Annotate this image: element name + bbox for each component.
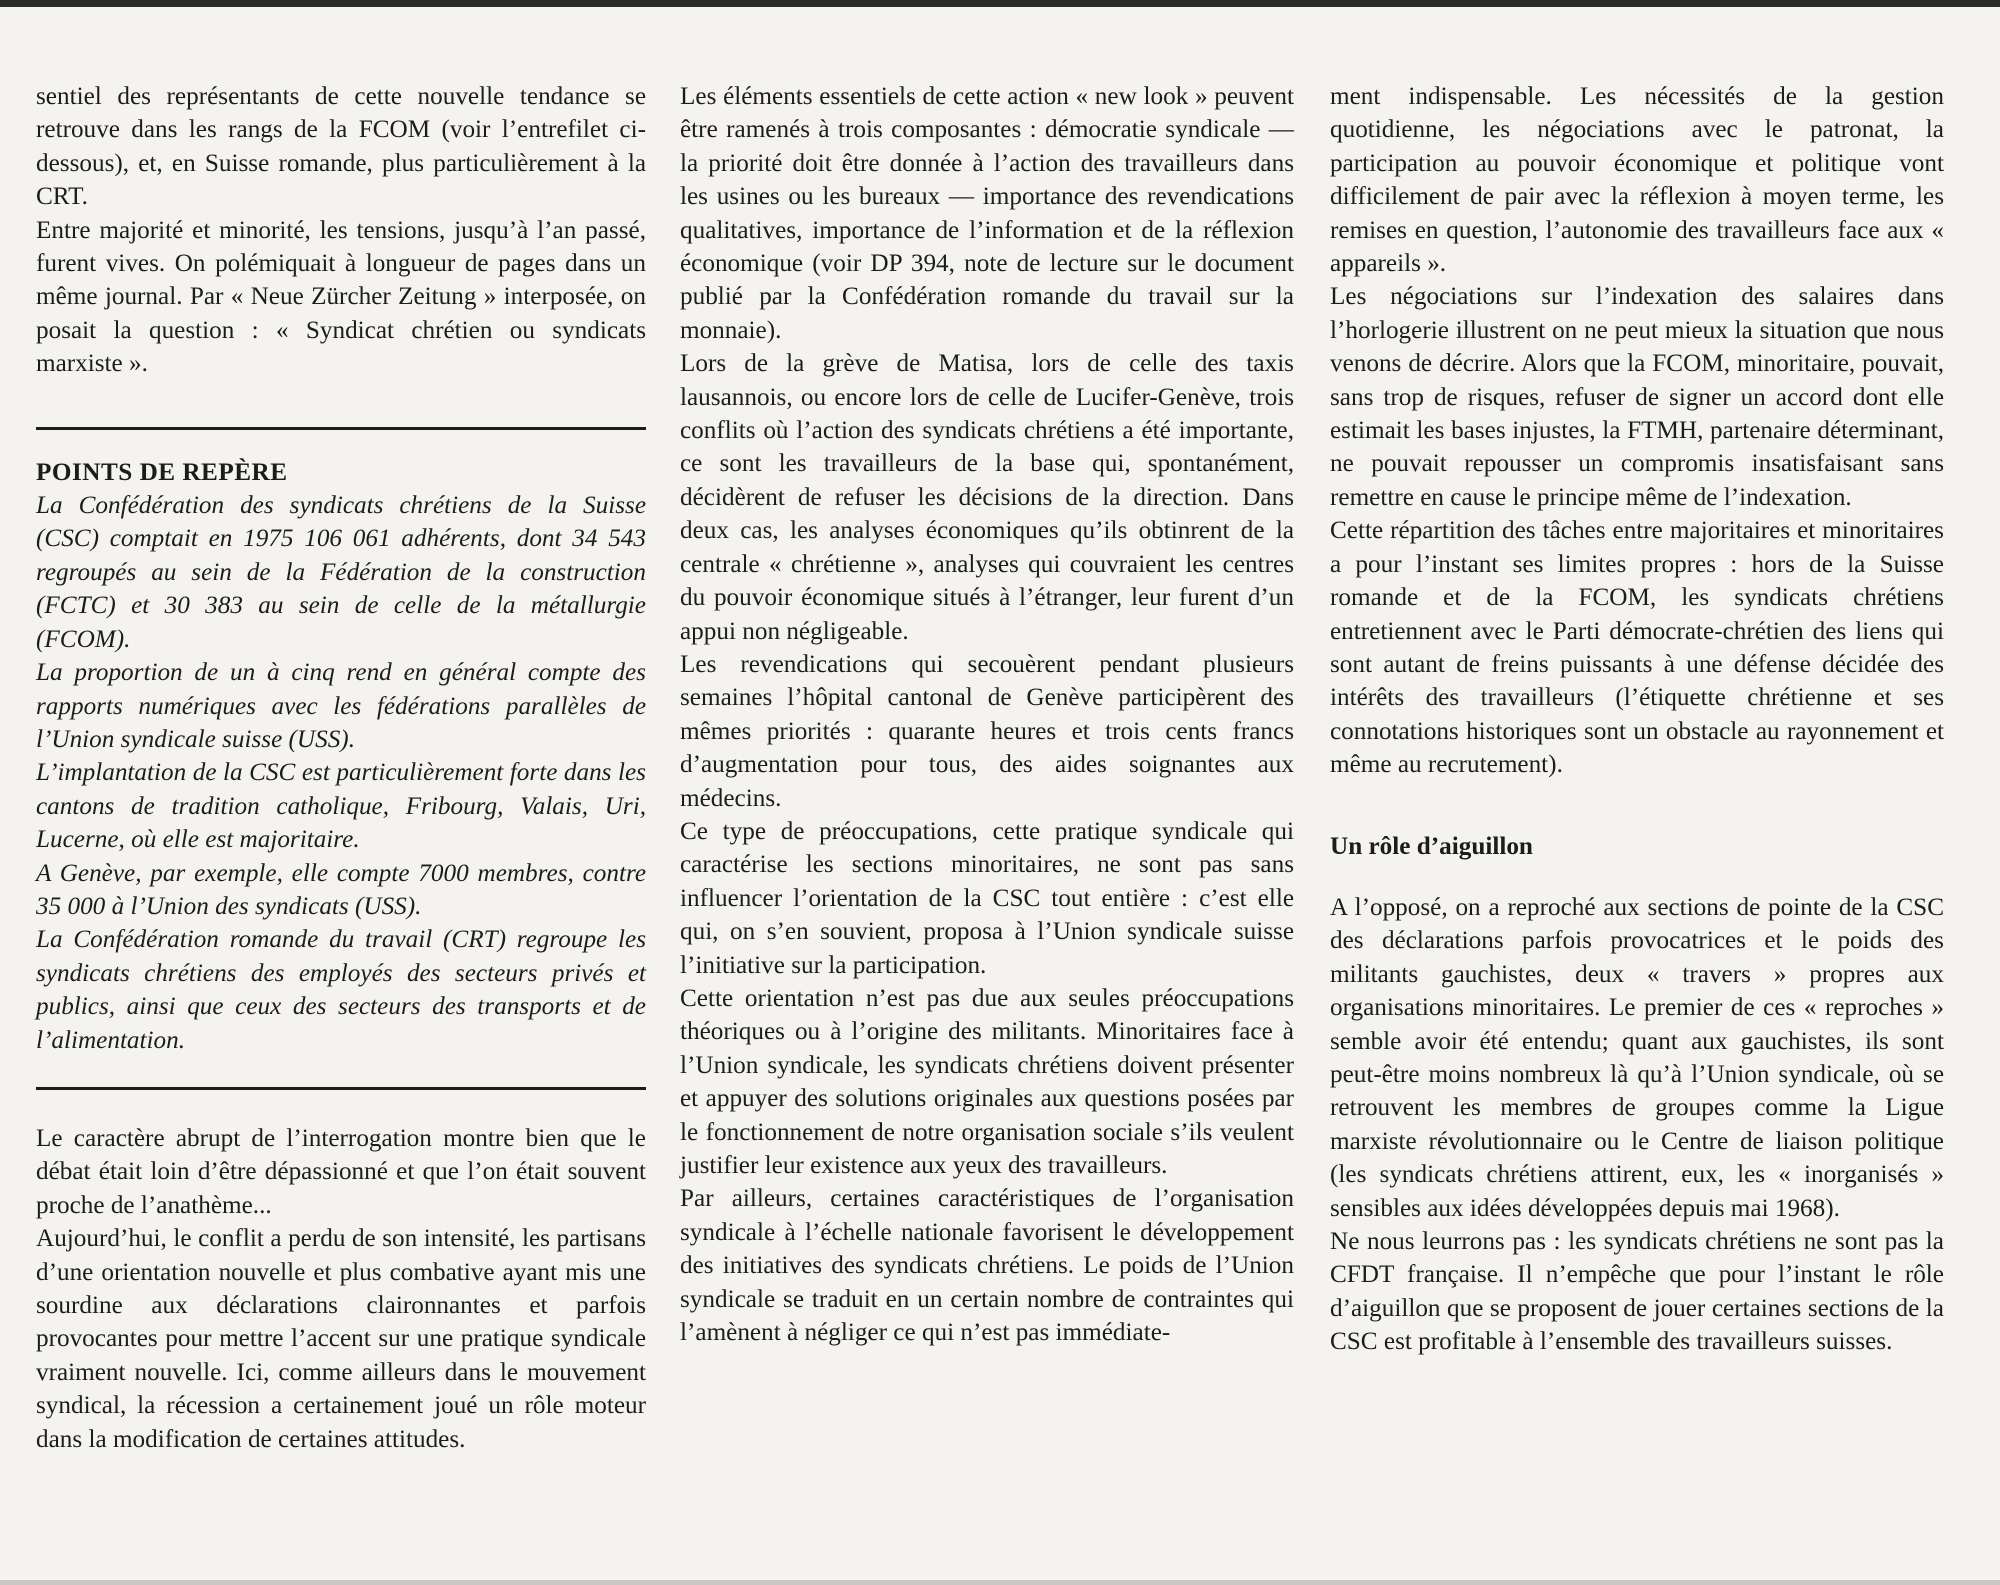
box-title: POINTS DE REPÈRE — [36, 458, 288, 486]
box-paragraph: A Genève, par exemple, elle compte 7000 membres, contre 35 000 à l’Union des syndicats (USS). — [36, 859, 646, 920]
box-paragraph: La Confédération romande du travail (CRT) regroupe les syndicats chrétiens des employés des secteurs privés et publics, ainsi que ceux des secteurs des transports et de l’alimentation. — [36, 926, 646, 1054]
paragraph: sentiel des représentants de cette nouvelle tendance se retrouve dans les rangs de la FCOM (voir l’entrefilet ci-dessous), et, en Suisse romande, plus particulièrement à la CRT. — [36, 83, 646, 211]
paragraph: Ce type de préoccupations, cette pratique syndicale qui caractérise les sections minoritaires, ne sont pas sans influencer l’orientation de la CSC tout entière : c’est elle qui, on s’en souvient, proposa à l’Union syndicale suisse l’initiative sur la participation. — [680, 817, 1294, 979]
paragraph: Cette répartition des tâches entre majoritaires et minoritaires a pour l’instant ses limites propres : hors de la Suisse romande et de la FCOM, les syndicats chrétiens entretiennent avec le Parti démocrate-chrétien des liens qui sont autant de freins puissants à une défense décidée des intérêts des travailleurs (l’étiquette chrétienne et ses connotations historiques sont un obstacle au rayonnement et même au recrutement). — [1330, 517, 1944, 779]
paragraph: Le caractère abrupt de l’interrogation montre bien que le débat était loin d’être dépassionné et que l’on était souvent proche de l’anathème... — [36, 1124, 646, 1219]
box-paragraph: La Confédération des syndicats chrétiens de la Suisse (CSC) comptait en 1975 106 061 adhérents, dont 34 543 regroupés au sein de la Fédération de la construction (FCTC) et 30 383 au sein de celle de la métallurgie (FCOM). — [36, 492, 646, 653]
box-paragraph: L’implantation de la CSC est particulièrement forte dans les cantons de tradition catholique, Fribourg, Valais, Uri, Lucerne, où elle est majoritaire. — [36, 759, 646, 854]
paragraph: A l’opposé, on a reproché aux sections de pointe de la CSC des déclarations parfois provocatrices et le poids des militants gauchistes, deux « travers » propres aux organisations minoritaires. Le premier de ces « reproches » semble avoir été entendu; quant aux gauchistes, ils sont peut-être moins nombreux là qu’à l’Union syndicale, où se retrouvent les membres de groupes comme la Ligue marxiste révolutionnaire ou le Centre de liaison politique (les syndicats chrétiens attirent, eux, les « inorganisés » sensibles aux idées développées depuis mai 1968). — [1330, 893, 1944, 1222]
paragraph: Aujourd’hui, le conflit a perdu de son intensité, les partisans d’une orientation nouvelle et plus combative ayant mis une sourdine aux déclarations claironnantes et parfois provocantes pour mettre l’accent sur une pratique syndicale vraiment nouvelle. Ici, comme ailleurs dans le mouvement syndical, la récession a certainement joué un rôle moteur dans la modification de certaines attitudes. — [36, 1225, 646, 1453]
paragraph: Par ailleurs, certaines caractéristiques de l’organisation syndicale à l’échelle nationale favorisent le développement des initiatives des syndicats chrétiens. Le poids de l’Union syndicale se traduit en un certain nombre de contraintes qui l’amènent à négliger ce qui n’est pas immédiate- — [680, 1185, 1294, 1347]
points-de-repere-box — [36, 456, 646, 1057]
top-edge-bar — [0, 0, 2000, 7]
paragraph: Les revendications qui secouèrent pendant plusieurs semaines l’hôpital cantonal de Genève participèrent des mêmes priorités : quarante heures et trois cents francs d’augmentation pour tous, des aides soignantes aux médecins. — [680, 650, 1294, 812]
bottom-edge-bar — [0, 1580, 2000, 1585]
column-3 — [1330, 80, 1944, 1359]
paragraph: Lors de la grève de Matisa, lors de celle des taxis lausannois, ou encore lors de celle de Lucifer-Genève, trois conflits où l’action des syndicats chrétiens a été importante, ce sont les travailleurs de la base qui, spontanément, décidèrent de refuser les décisions de la direction. Dans deux cas, les analyses économiques qu’ils obtinrent de la centrale « chrétienne », analyses qui couvraient les centres du pouvoir économique situés à l’étranger, leur furent d’un appui non négligeable. — [680, 350, 1294, 645]
box-paragraph: La proportion de un à cinq rend en général compte des rapports numériques avec les fédérations parallèles de l’Union syndicale suisse (USS). — [36, 659, 646, 753]
column-2 — [680, 80, 1294, 1349]
box-bottom-rule — [36, 1087, 646, 1090]
box-top-rule — [36, 427, 646, 430]
paragraph: ment indispensable. Les nécessités de la gestion quotidienne, les négociations avec le patronat, la participation au pouvoir économique et politique vont difficilement de pair avec la réflexion à moyen terme, les remises en question, l’autonomie des travailleurs face aux « appareils ». — [1330, 83, 1944, 278]
paragraph: Ne nous leurrons pas : les syndicats chrétiens ne sont pas la CFDT française. Il n’empêche que pour l’instant le rôle d’aiguillon que se proposent de jouer certaines sections de la CSC est profitable à l’ensemble des travailleurs suisses. — [1330, 1228, 1944, 1356]
column-1 — [36, 80, 646, 1456]
paragraph: Les négociations sur l’indexation des salaires dans l’horlogerie illustrent on ne peut mieux la situation que nous venons de décrire. Alors que la FCOM, minoritaire, pouvait, sans trop de risques, refuser de signer un accord dont elle estimait les bases injustes, la FTMH, partenaire déterminant, ne pouvait repousser un compromis insatisfaisant sans remettre en cause le principe même de l’indexation. — [1330, 283, 1944, 511]
section-subheading: Un rôle d’aiguillon — [1330, 832, 1533, 860]
paragraph: Cette orientation n’est pas due aux seules préoccupations théoriques ou à l’origine des militants. Minoritaires face à l’Union syndicale, les syndicats chrétiens doivent présenter et appuyer des solutions originales aux questions posées par le fonctionnement de notre organisation sociale s’ils veulent justifier leur existence aux yeux des travailleurs. — [680, 984, 1294, 1179]
paragraph: Les éléments essentiels de cette action « new look » peuvent être ramenés à trois composantes : démocratie syndicale — la priorité doit être donnée à l’action des travailleurs dans les usines ou les bureaux — importance des revendications qualitatives, importance de l’information et de la réflexion économique (voir DP 394, note de lecture sur le document publié par la Confédération romande du travail sur la monnaie). — [680, 83, 1294, 344]
paragraph: Entre majorité et minorité, les tensions, jusqu’à l’an passé, furent vives. On polémiquait à longueur de pages dans un même journal. Par « Neue Zürcher Zeitung » interposée, on posait la question : « Syndicat chrétien ou syndicats marxiste ». — [36, 216, 646, 378]
